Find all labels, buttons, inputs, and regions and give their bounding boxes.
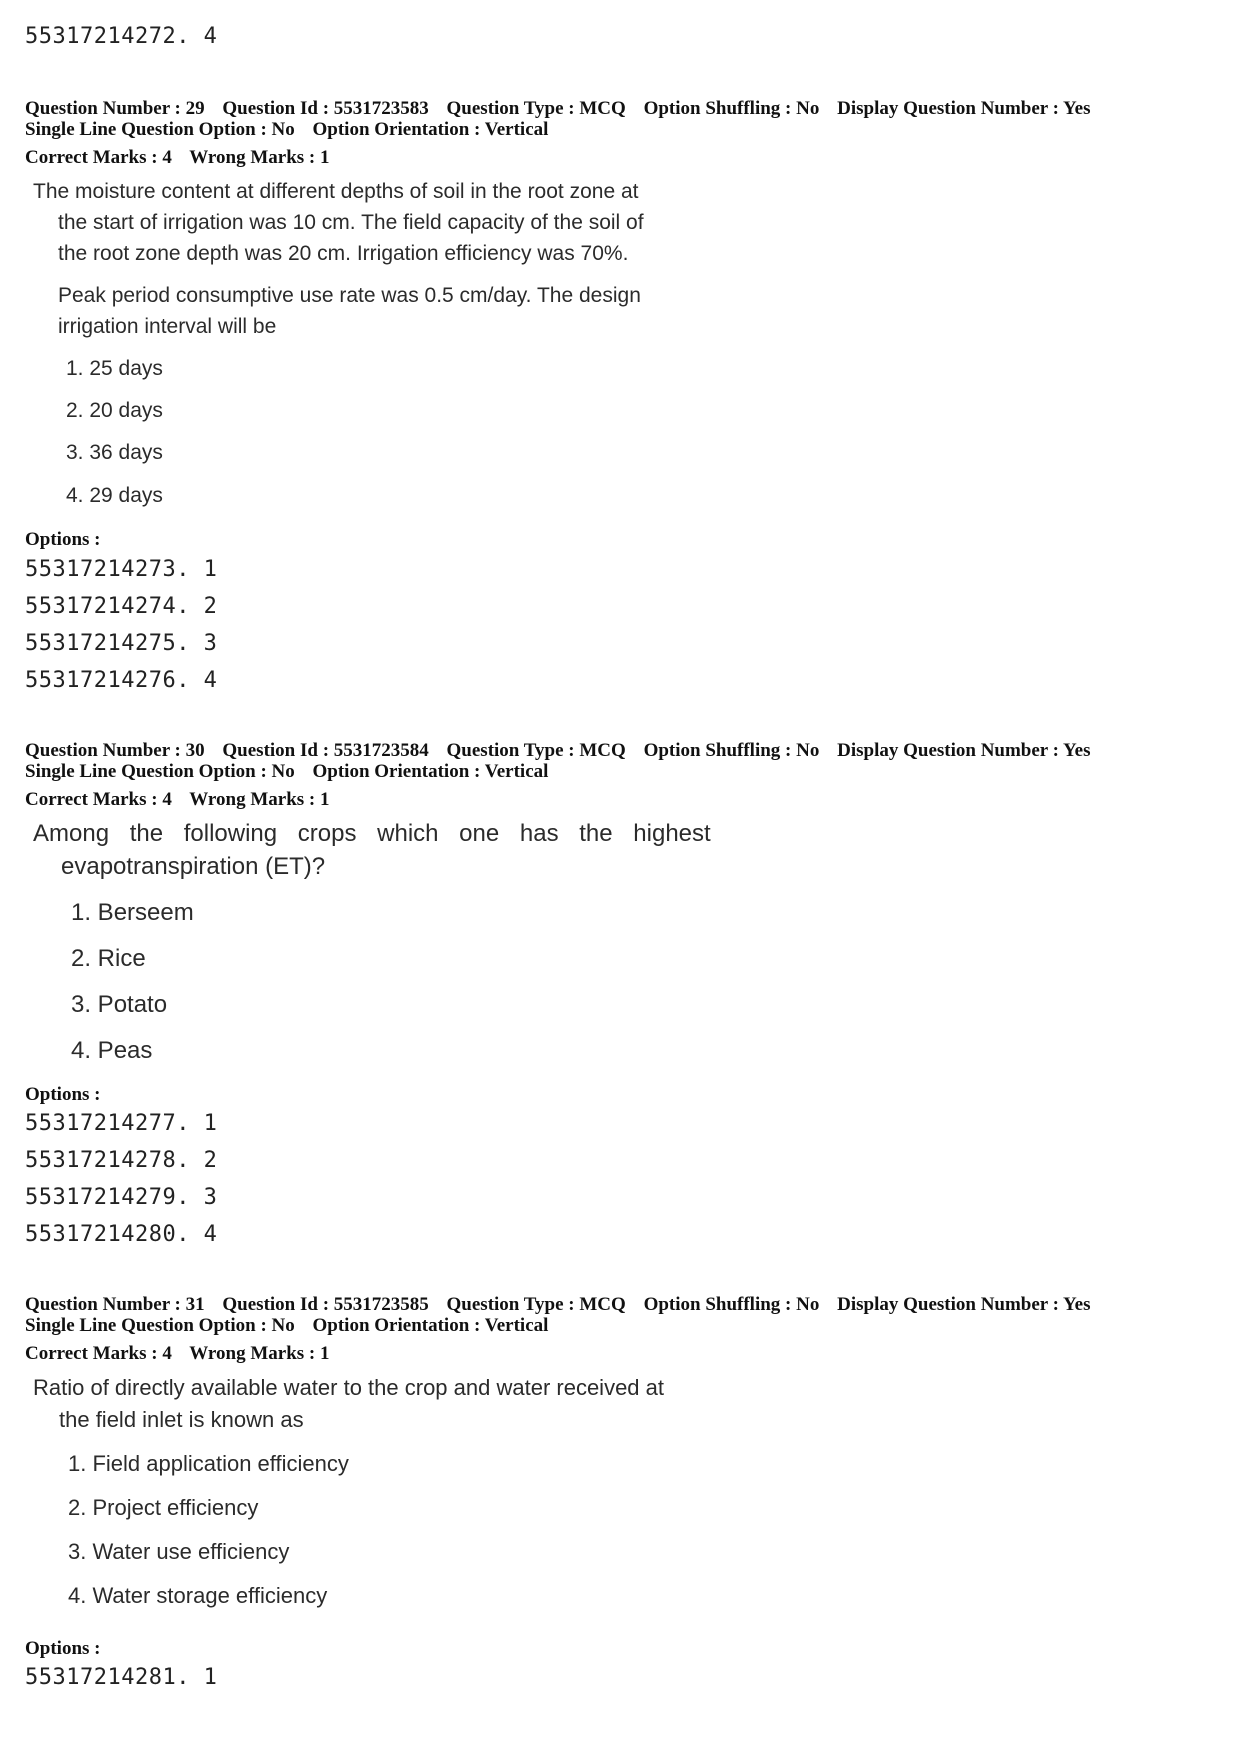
marks-line: [25, 147, 342, 168]
single-line-option: Single Line Question Option : No: [25, 761, 295, 782]
question-meta-line-2: [25, 761, 561, 782]
answer-choice: 4. 29 days: [66, 484, 163, 507]
answer-choice: 1. Berseem: [71, 899, 194, 926]
wrong-marks: Wrong Marks : 1: [189, 1343, 330, 1364]
stem-line: irrigation interval will be: [58, 315, 277, 338]
correct-marks: Correct Marks : 4: [25, 147, 172, 168]
stem-line: Among the following crops which one has the highest: [33, 820, 711, 847]
answer-choice: 3. 36 days: [66, 441, 163, 464]
option-shuffling: Option Shuffling : No: [643, 1294, 820, 1315]
answer-choice: 1. 25 days: [66, 357, 163, 380]
single-line-option: Single Line Question Option : No: [25, 119, 295, 140]
display-question-number: Display Question Number : Yes: [837, 740, 1091, 761]
question-id: Question Id : 5531723584: [222, 740, 429, 761]
answer-choice: 2. Rice: [71, 945, 146, 972]
correct-marks: Correct Marks : 4: [25, 789, 172, 810]
option-code: 55317214273. 1: [25, 557, 218, 582]
display-question-number: Display Question Number : Yes: [837, 98, 1091, 119]
stem-line: Peak period consumptive use rate was 0.5 cm/day. The design: [58, 284, 641, 307]
question-meta-line-2: [25, 119, 561, 140]
option-shuffling: Option Shuffling : No: [643, 98, 820, 119]
answer-choice: 2. 20 days: [66, 399, 163, 422]
question-id: Question Id : 5531723583: [222, 98, 429, 119]
stem-line: Ratio of directly available water to the crop and water received at: [33, 1375, 664, 1400]
question-number: Question Number : 31: [25, 1294, 205, 1315]
option-code: 55317214278. 2: [25, 1148, 218, 1173]
question-type: Question Type : MCQ: [446, 98, 626, 119]
wrong-marks: Wrong Marks : 1: [189, 789, 330, 810]
question-number: Question Number : 29: [25, 98, 205, 119]
answer-choice: 1. Field application efficiency: [68, 1451, 349, 1476]
options-label: Options :: [25, 529, 101, 550]
option-code: 55317214280. 4: [25, 1222, 218, 1247]
option-shuffling: Option Shuffling : No: [643, 740, 820, 761]
option-code: 55317214279. 3: [25, 1185, 218, 1210]
option-code: 55317214275. 3: [25, 631, 218, 656]
question-id: Question Id : 5531723585: [222, 1294, 429, 1315]
options-label: Options :: [25, 1084, 101, 1105]
option-code: 55317214274. 2: [25, 594, 218, 619]
marks-line: [25, 789, 342, 810]
question-type: Question Type : MCQ: [446, 1294, 626, 1315]
question-meta-line-1: [25, 740, 1103, 761]
option-orientation: Option Orientation : Vertical: [312, 1315, 549, 1336]
answer-choice: 4. Water storage efficiency: [68, 1583, 328, 1608]
display-question-number: Display Question Number : Yes: [837, 1294, 1091, 1315]
option-code: 55317214276. 4: [25, 668, 218, 693]
options-label: Options :: [25, 1638, 101, 1659]
option-code: 55317214277. 1: [25, 1111, 218, 1136]
option-orientation: Option Orientation : Vertical: [312, 119, 549, 140]
answer-choice: 2. Project efficiency: [68, 1495, 259, 1520]
single-line-option: Single Line Question Option : No: [25, 1315, 295, 1336]
option-code: 55317214272. 4: [25, 24, 218, 49]
answer-choice: 4. Peas: [71, 1037, 153, 1064]
stem-line: The moisture content at different depths of soil in the root zone at: [33, 180, 639, 203]
answer-choice: 3. Potato: [71, 991, 168, 1018]
wrong-marks: Wrong Marks : 1: [189, 147, 330, 168]
question-meta-line-1: [25, 1294, 1103, 1315]
question-meta-line-2: [25, 1315, 561, 1336]
option-orientation: Option Orientation : Vertical: [312, 761, 549, 782]
question-type: Question Type : MCQ: [446, 740, 626, 761]
stem-line: the start of irrigation was 10 cm. The field capacity of the soil of: [58, 211, 644, 234]
option-code: 55317214281. 1: [25, 1665, 218, 1690]
question-number: Question Number : 30: [25, 740, 205, 761]
stem-line: the field inlet is known as: [59, 1407, 304, 1432]
stem-line: evapotranspiration (ET)?: [61, 853, 326, 880]
correct-marks: Correct Marks : 4: [25, 1343, 172, 1364]
stem-line: the root zone depth was 20 cm. Irrigation efficiency was 70%.: [58, 242, 629, 265]
question-meta-line-1: [25, 98, 1103, 119]
marks-line: [25, 1343, 342, 1364]
answer-choice: 3. Water use efficiency: [68, 1539, 290, 1564]
